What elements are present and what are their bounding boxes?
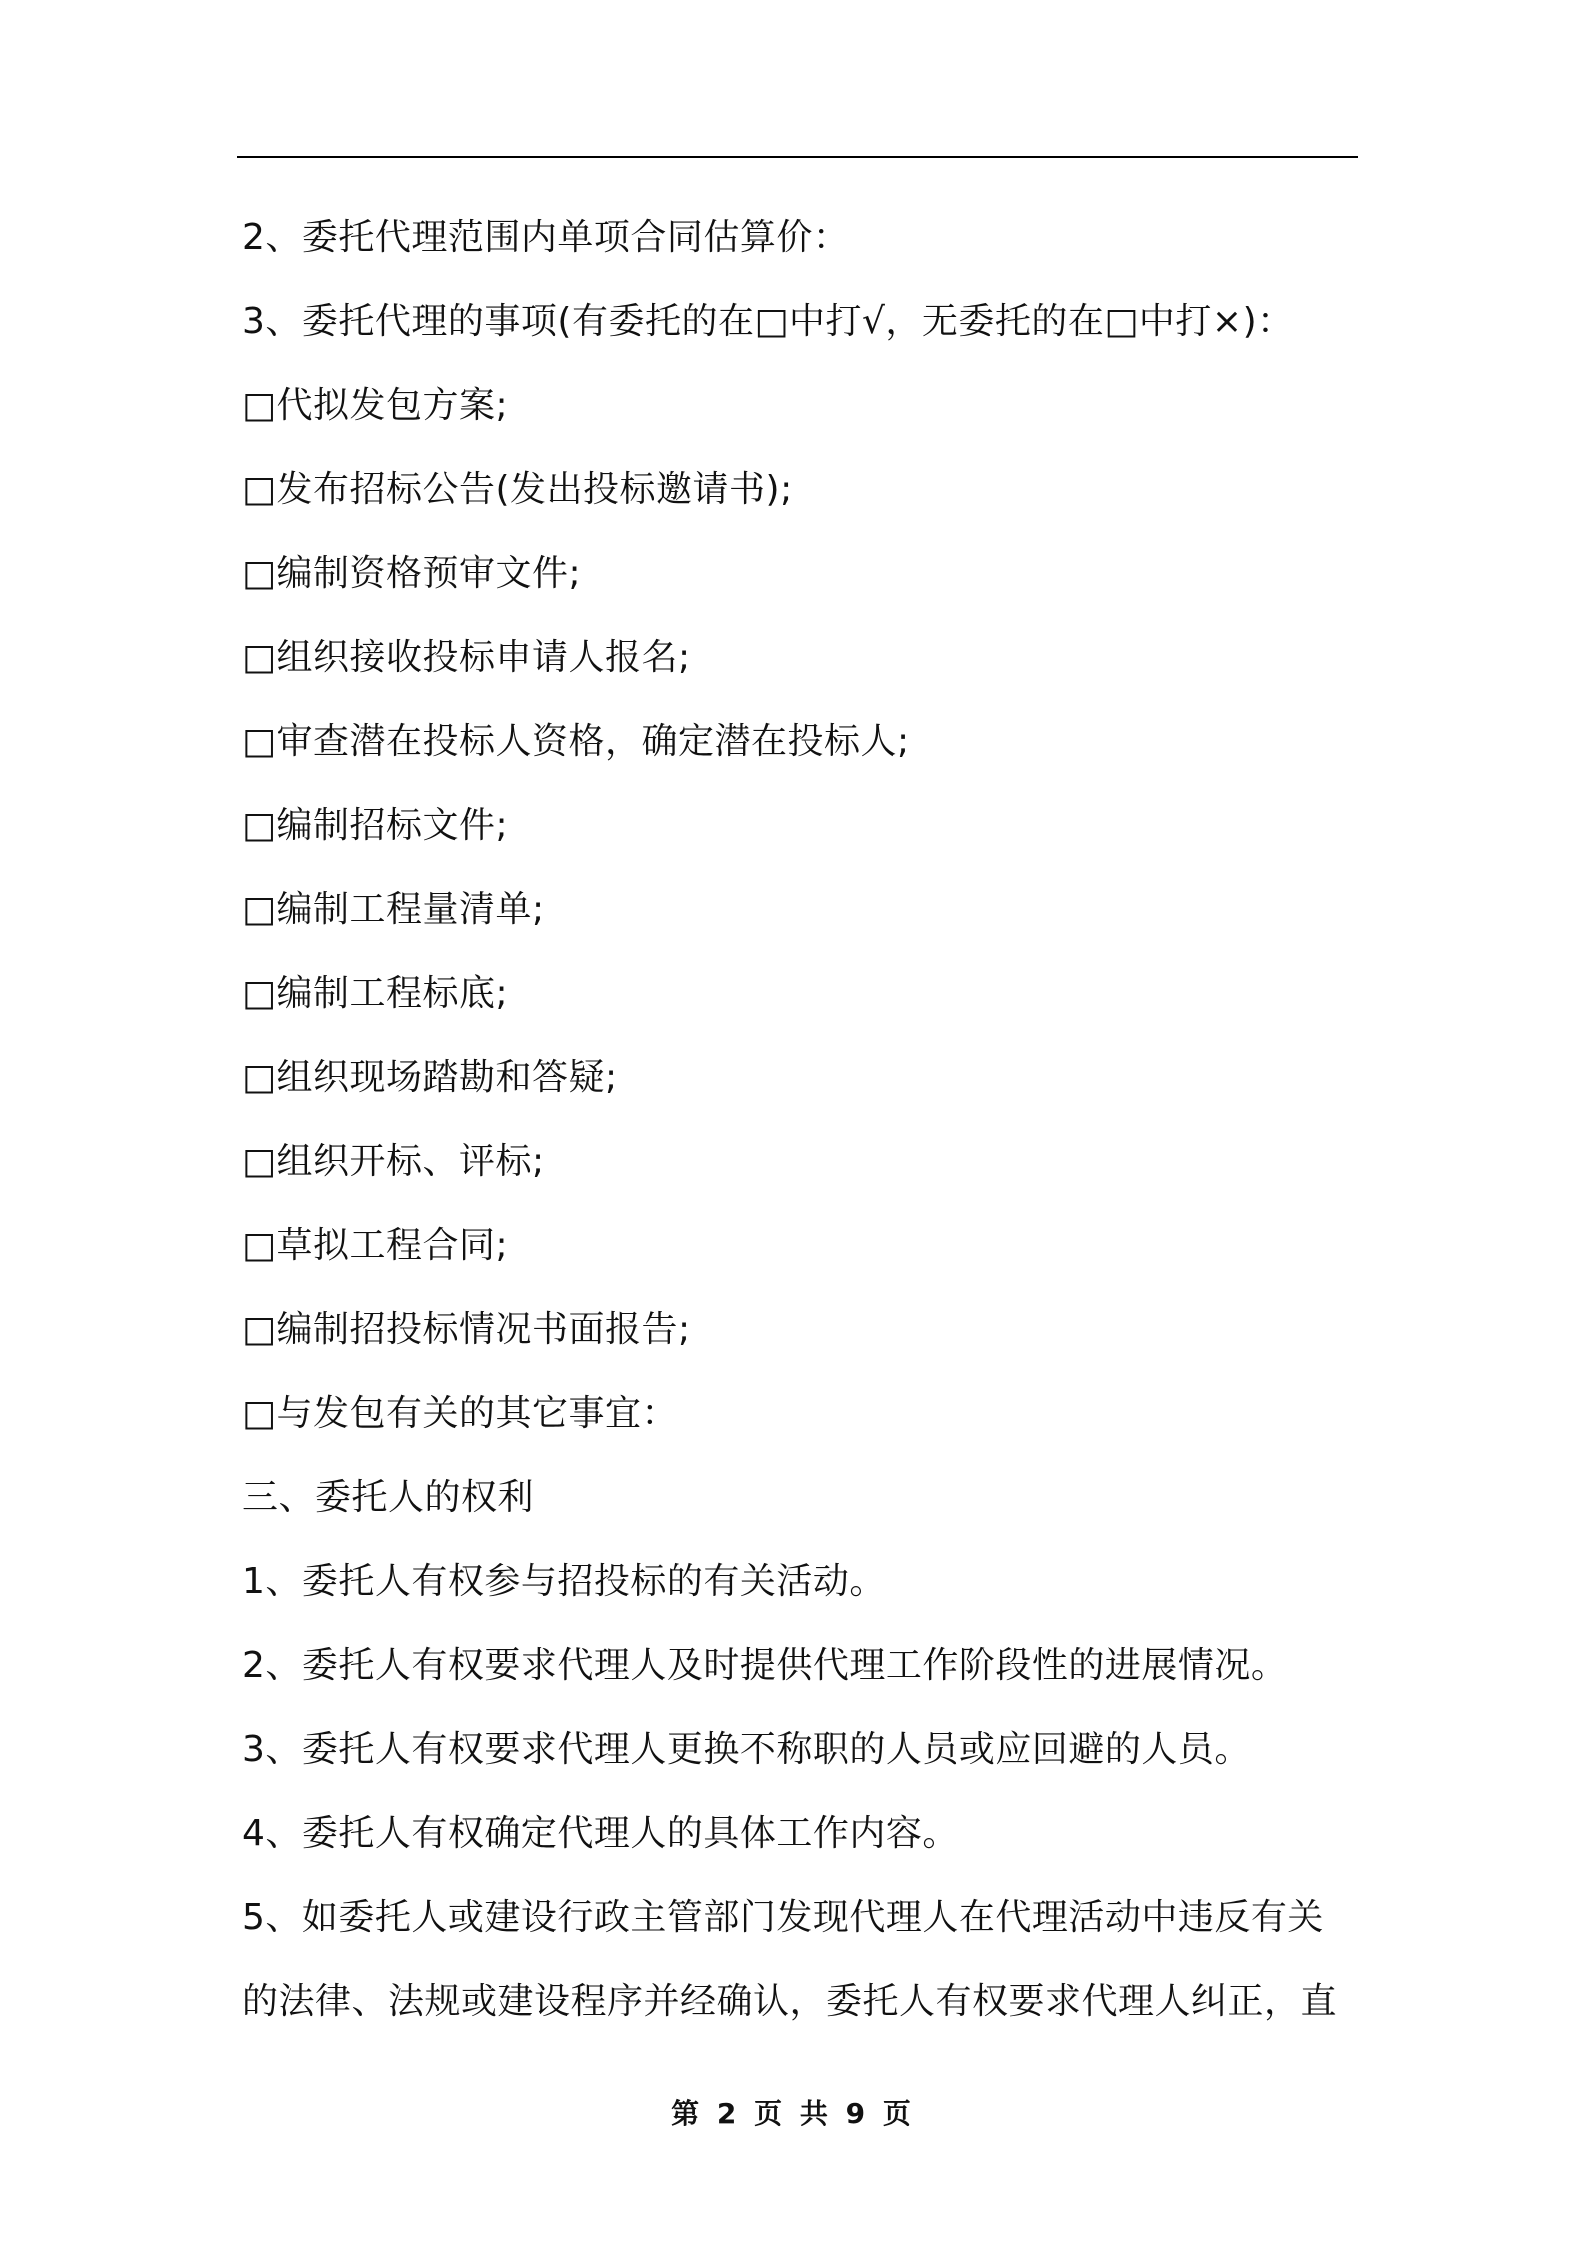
checklist-item: □编制招标文件; <box>242 805 509 846</box>
checklist-item: □审查潜在投标人资格，确定潜在投标人; <box>242 721 910 762</box>
checklist-item: □编制招投标情况书面报告; <box>242 1309 691 1350</box>
checklist-item: □草拟工程合同; <box>242 1225 509 1266</box>
checklist-item: □组织开标、评标; <box>242 1141 545 1182</box>
body-line: 4、委托人有权确定代理人的具体工作内容。 <box>242 1813 959 1854</box>
checklist-item: □组织现场踏勘和答疑; <box>242 1057 618 1098</box>
body-line: 3、委托代理的事项(有委托的在□中打√，无委托的在□中打×)： <box>242 301 1294 342</box>
body-line: 3、委托人有权要求代理人更换不称职的人员或应回避的人员。 <box>242 1729 1251 1770</box>
checklist-item: □代拟发包方案; <box>242 385 509 426</box>
checklist-item: □与发包有关的其它事宜： <box>242 1393 679 1434</box>
section-heading: 三、委托人的权利 <box>242 1477 535 1518</box>
checklist-item: □发布招标公告(发出投标邀请书); <box>242 469 793 510</box>
page-number: 第 2 页 共 9 页 <box>671 2097 915 2130</box>
checklist-item: □编制资格预审文件; <box>242 553 582 594</box>
checklist-item: □组织接收投标申请人报名; <box>242 637 691 678</box>
document-body <box>242 196 1362 2044</box>
body-line: 2、委托代理范围内单项合同估算价： <box>242 217 850 258</box>
checklist-item: □编制工程量清单; <box>242 889 545 930</box>
body-line: 2、委托人有权要求代理人及时提供代理工作阶段性的进展情况。 <box>242 1645 1288 1686</box>
header-rule <box>237 156 1358 158</box>
checklist-item: □编制工程标底; <box>242 973 509 1014</box>
body-line: 5、如委托人或建设行政主管部门发现代理人在代理活动中违反有关 <box>242 1897 1324 1938</box>
body-line: 1、委托人有权参与招投标的有关活动。 <box>242 1561 886 1602</box>
body-line: 的法律、法规或建设程序并经确认，委托人有权要求代理人纠正，直 <box>242 1981 1338 2022</box>
